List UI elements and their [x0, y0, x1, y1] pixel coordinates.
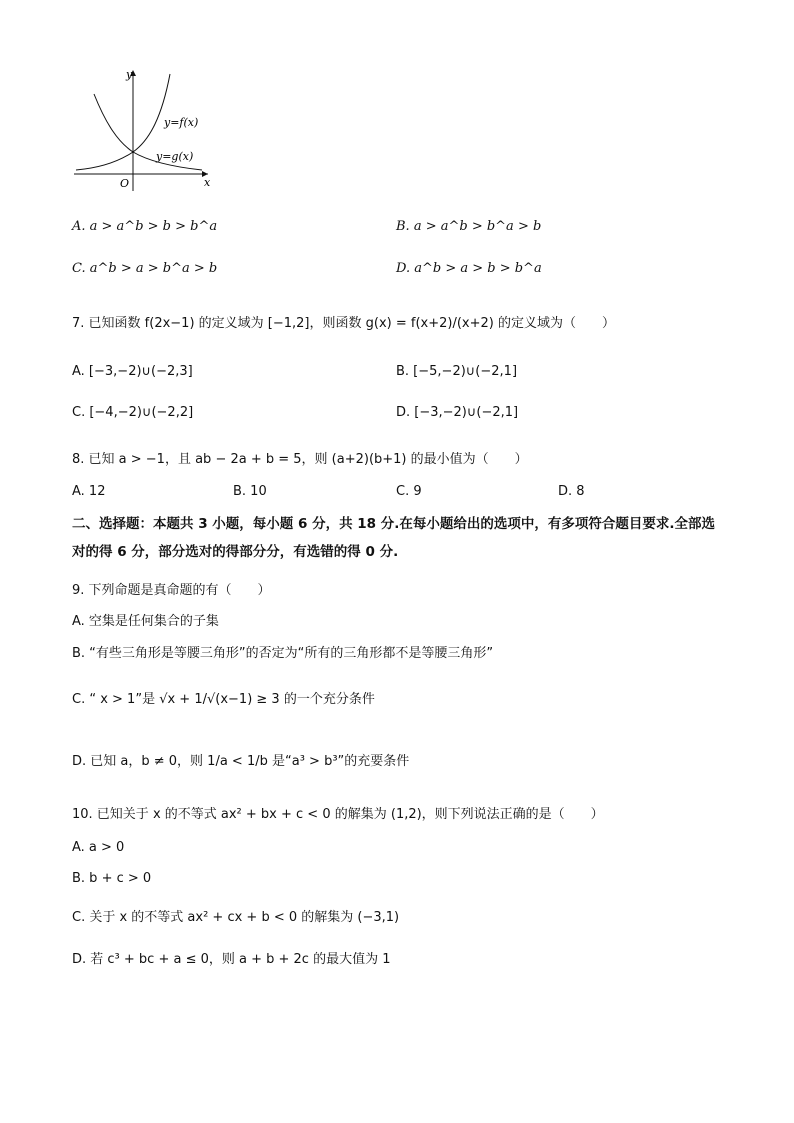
- q7-stem: 7. 已知函数 f(2x−1) 的定义域为 [−1,2]，则函数 g(x) = f(x+2)/(x+2) 的定义域为（ ）: [72, 316, 615, 331]
- section-2-heading: 二、选择题：本题共 3 小题，每小题 6 分，共 18 分.在每小题给出的选项中，有多项符合题目要求.全部选对的得 6 分，部分选对的得部分分，有选错的得 0 分.: [72, 516, 716, 560]
- q10-option-c: C. 关于 x 的不等式 ax² + cx + b < 0 的解集为 (−3,1): [72, 910, 400, 925]
- q9-option-d: D. 已知 a，b ≠ 0，则 1/a < 1/b 是“a³ > b³”的充要条件: [72, 754, 410, 769]
- q9-stem: 9. 下列命题是真命题的有（ ）: [72, 583, 271, 598]
- q9-option-a: A. 空集是任何集合的子集: [72, 614, 219, 629]
- q7-option-a: A. [−3,−2)∪(−2,3]: [72, 364, 193, 379]
- q6-option-d: D. a^b > a > b > b^a: [396, 261, 542, 276]
- q6-option-b: B. a > a^b > b^a > b: [396, 219, 542, 234]
- q9-option-c: C. “ x > 1”是 √x + 1/√(x−1) ≥ 3 的一个充分条件: [72, 692, 375, 707]
- origin-label: O: [120, 177, 130, 190]
- q8-option-d: D. 8: [558, 484, 585, 499]
- q10-option-d: D. 若 c³ + bc + a ≤ 0，则 a + b + 2c 的最大值为 1: [72, 952, 391, 967]
- q10-stem: 10. 已知关于 x 的不等式 ax² + bx + c < 0 的解集为 (1,2)，则下列说法正确的是（ ）: [72, 807, 604, 822]
- q6-option-a: A. a > a^b > b > b^a: [72, 219, 218, 234]
- q7-option-b: B. [−5,−2)∪(−2,1]: [396, 364, 518, 379]
- function-graph: [70, 66, 220, 196]
- f-curve-label: y=f(x): [164, 116, 199, 129]
- x-axis-label: x: [204, 176, 211, 189]
- q8-option-b: B. 10: [233, 484, 267, 499]
- q10-option-b: B. b + c > 0: [72, 871, 152, 886]
- q8-option-a: A. 12: [72, 484, 106, 499]
- y-axis-label: y: [126, 68, 133, 81]
- q7-option-d: D. [−3,−2)∪(−2,1]: [396, 405, 519, 420]
- q6-option-c: C. a^b > a > b^a > b: [72, 261, 218, 276]
- g-curve-label: y=g(x): [156, 150, 194, 163]
- q10-option-a: A. a > 0: [72, 840, 125, 855]
- q8-option-c: C. 9: [396, 484, 422, 499]
- q9-option-b: B. “有些三角形是等腰三角形”的否定为“所有的三角形都不是等腰三角形”: [72, 646, 494, 661]
- q8-stem: 8. 已知 a > −1，且 ab − 2a + b = 5，则 (a+2)(b+1) 的最小值为（ ）: [72, 452, 528, 467]
- q7-option-c: C. [−4,−2)∪(−2,2]: [72, 405, 194, 420]
